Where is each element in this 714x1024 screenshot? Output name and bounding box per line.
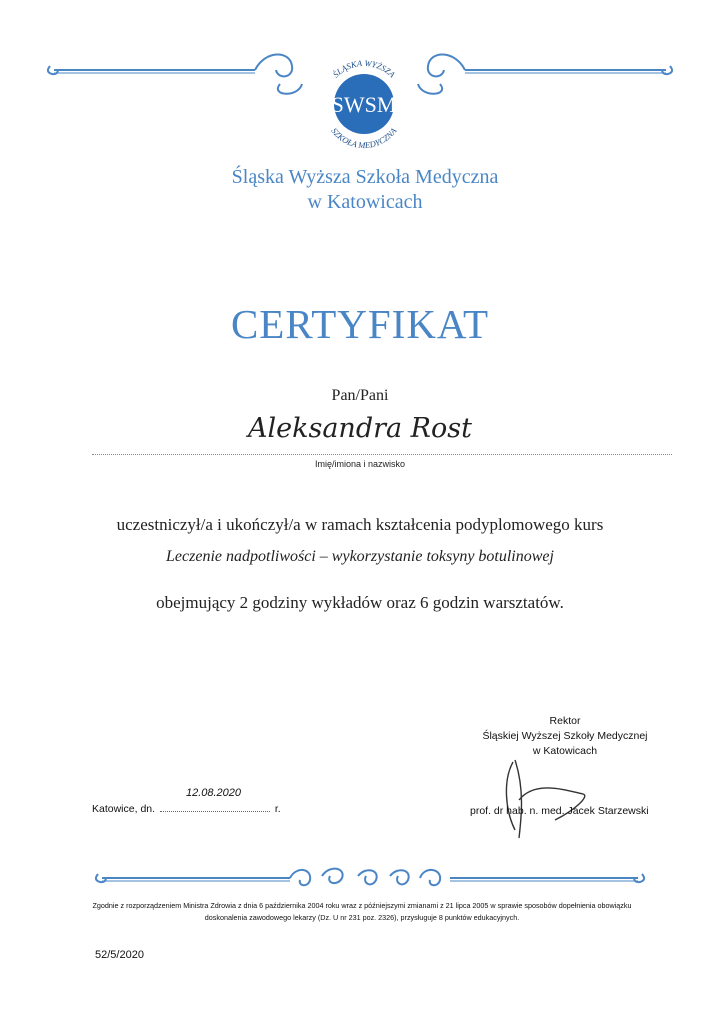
course-name: Leczenie nadpotliwości – wykorzystanie toksyny botulinowej [166, 548, 554, 565]
certificate-title: CERTYFIKAT [230, 301, 490, 347]
legal-note: Zgodnie z rozporządzeniem Ministra Zdrowia z dnia 6 października 2004 roku wraz z późniejszymi zmianami z 21 lipca 2005 w sprawie sposobów dopełnienia obowiązku doskonalenia zawodowego lekarzy (Dz. U nr 231 poz. 2326), przysługuje 8 punktów edukacyjnych. [92, 901, 632, 922]
school-name-line1: Śląska Wyższa Szkoła Medyczna [231, 166, 499, 188]
logo-ring-bottom-text: SZKOŁA MEDYCZNA [329, 125, 399, 151]
handwritten-signature [495, 750, 605, 840]
salutation: Pan/Pani [331, 387, 389, 404]
logo-main-text: SWSM [331, 92, 397, 117]
rector-institution-line2: w Katowicach [532, 745, 598, 757]
name-dotted-line [92, 454, 672, 455]
date-block [92, 787, 352, 815]
school-name-line2: w Katowicach [307, 191, 423, 213]
swsm-logo [312, 52, 416, 156]
course-scope: obejmujący 2 godziny wykładów oraz 6 godzin warsztatów. [156, 593, 564, 612]
completion-text: uczestniczył/a i ukończył/a w ramach kształcenia podyplomowego kurs [116, 515, 604, 534]
name-caption: Imię/imiona i nazwisko [314, 459, 406, 469]
date-suffix: r. [274, 803, 281, 815]
certificate-number: 52/5/2020 [95, 949, 144, 961]
recipient-name: Aleksandra Rost [248, 413, 472, 444]
date-value: 12.08.2020 [185, 787, 242, 799]
rector-role: Rektor [549, 715, 581, 727]
logo-ring-top-text: ŚLĄSKA WYŻSZA [330, 57, 398, 80]
date-prefix: Katowice, dn. [92, 803, 156, 815]
rector-institution-line1: Śląskiej Wyższej Szkoły Medycznej [482, 730, 648, 742]
date-dotted-line [160, 787, 270, 812]
bottom-ornament [90, 856, 650, 896]
rector-name: prof. dr hab. n. med. Jacek Starzewski [470, 805, 649, 817]
school-name [100, 165, 630, 215]
